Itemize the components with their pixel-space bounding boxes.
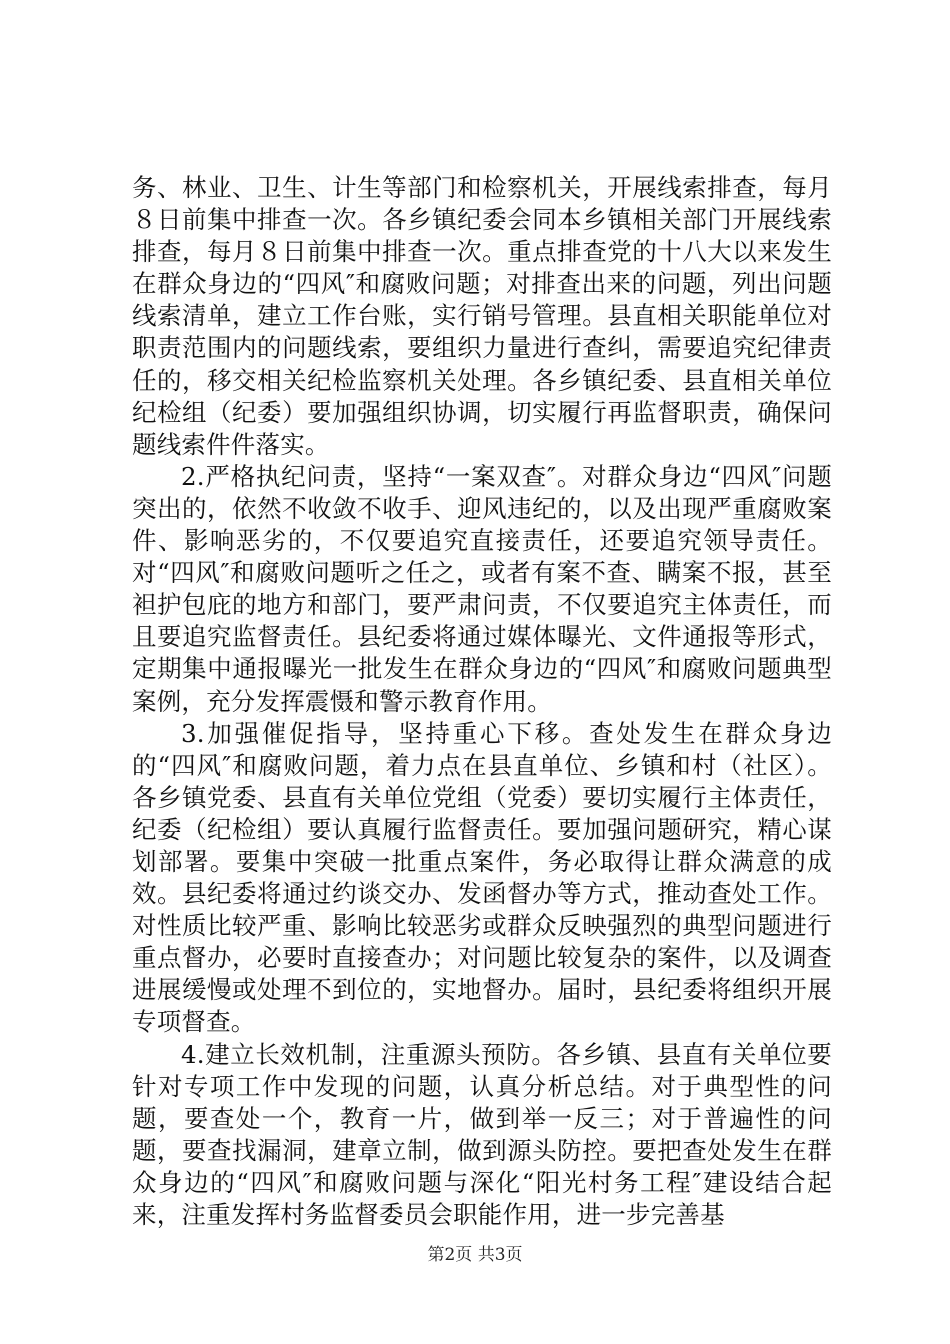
document-body <box>132 172 832 1231</box>
paragraph-3: 3.加强催促指导，坚持重心下移。查处发生在群众身边的“四风″和腐败问题，着力点在县直单位、乡镇和村（社区）。各乡镇党委、县直有关单位党组（党委）要切实履行主体责任，纪委（纪检组）要认真履行监督责任。要加强问题研究，精心谋划部署。要集中突破一批重点案件，务必取得让群众满意的成效。县纪委将通过约谈交办、发函督办等方式，推动查处工作。对性质比较严重、影响比较恶劣或群众反映强烈的典型问题进行重点督办，必要时直接查办；对问题比较复杂的案件，以及调查进展缓慢或处理不到位的，实地督办。届时，县纪委将组织开展专项督查。 <box>132 718 832 1037</box>
paragraph-continued: 务、林业、卫生、计生等部门和检察机关，开展线索排查，每月８日前集中排查一次。各乡镇纪委会同本乡镇相关部门开展线索排查，每月８日前集中排查一次。重点排查党的十八大以来发生在群众身边的“四风″和腐败问题；对排查出来的问题，列出问题线索清单，建立工作台账，实行销号管理。县直相关职能单位对职责范围内的问题线索，要组织力量进行查纠，需要追究纪律责任的，移交相关纪检监察机关处理。各乡镇纪委、县直相关单位纪检组（纪委）要加强组织协调，切实履行再监督职责，确保问题线索件件落实。 <box>132 173 832 459</box>
page-number-footer: 第2页 共3页 <box>427 1245 523 1265</box>
paragraph-2: 2.严格执纪问责，坚持“一案双查″。对群众身边“四风″问题突出的，依然不收敛不收手、迎风违纪的，以及出现严重腐败案件、影响恶劣的，不仅要追究直接责任，还要追究领导责任。对“四风″和腐败问题听之任之，或者有案不查、瞒案不报，甚至袒护包庇的地方和部门，要严肃问责，不仅要追究主体责任，而且要追究监督责任。县纪委将通过媒体曝光、文件通报等形式，定期集中通报曝光一批发生在群众身边的“四风″和腐败问题典型案例，充分发挥震慑和警示教育作用。 <box>132 461 832 716</box>
paragraph-4: 4.建立长效机制，注重源头预防。各乡镇、县直有关单位要针对专项工作中发现的问题，认真分析总结。对于典型性的问题，要查处一个，教育一片，做到举一反三；对于普遍性的问题，要查找漏洞，建章立制，做到源头防控。要把查处发生在群众身边的“四风″和腐败问题与深化“阳光村务工程″建设结合起来，注重发挥村务监督委员会职能作用，进一步完善基 <box>132 1039 832 1229</box>
